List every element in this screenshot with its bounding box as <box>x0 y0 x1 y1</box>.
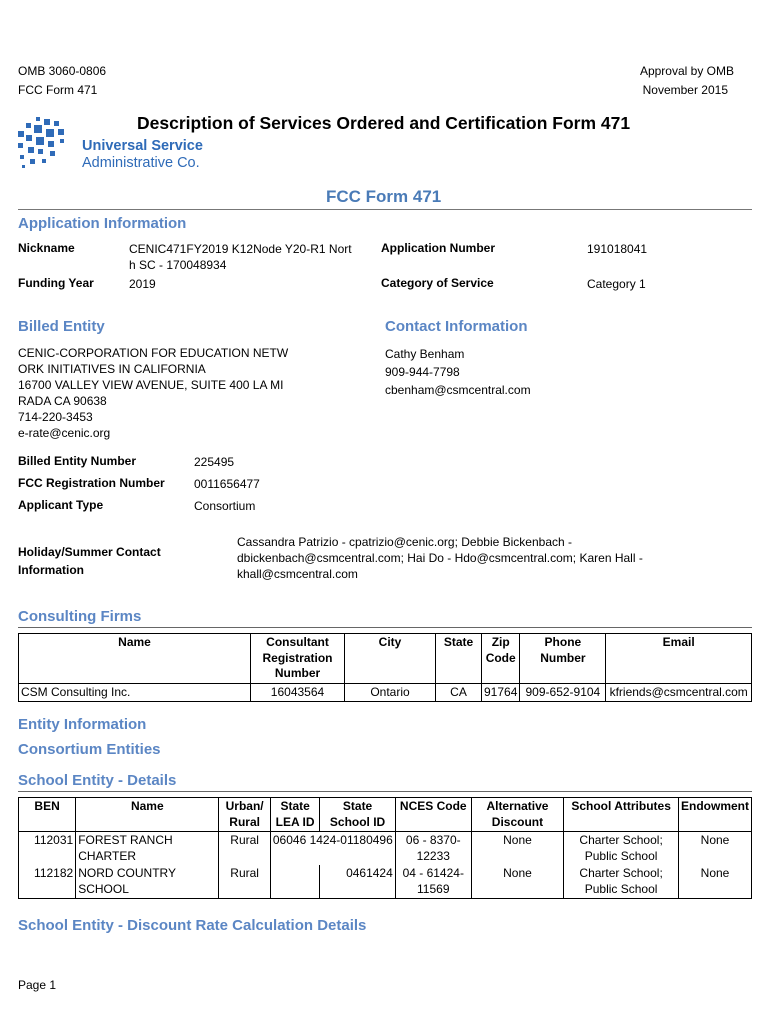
school-lea-id <box>270 865 319 899</box>
col-attributes: School Attributes <box>564 798 679 832</box>
holiday-label-line-1: Holiday/Summer Contact <box>18 545 161 559</box>
holiday-line: khall@csmcentral.com <box>237 567 358 581</box>
nickname-label: Nickname <box>18 241 75 255</box>
col-school-id: State School ID <box>320 798 395 832</box>
contact-details <box>385 345 531 399</box>
app-number-value: 191018041 <box>587 242 648 256</box>
approval-label: Approval by OMB <box>639 64 734 78</box>
application-info-heading: Application Information <box>18 215 187 232</box>
usac-logo-icon <box>16 115 76 175</box>
billed-entity-line: 16700 VALLEY VIEW AVENUE, SUITE 400 LA MI <box>18 378 284 392</box>
consulting-firms-table <box>18 633 752 702</box>
school-ben: 112182 <box>19 865 76 899</box>
holiday-line: Cassandra Patrizio - cpatrizio@cenic.org; Debbie Bickenbach - <box>237 535 572 549</box>
holiday-line: dbickenbach@csmcentral.com; Hai Do - Hdo@csmcentral.com; Karen Hall - <box>237 551 643 565</box>
school-nces: 04 - 61424- 11569 <box>395 865 471 899</box>
nickname-line-2: h SC - 170048934 <box>129 258 227 272</box>
billed-entity-number-label: Billed Entity Number <box>18 454 137 468</box>
consortium-entities-heading: Consortium Entities <box>18 741 161 758</box>
billed-entity-address <box>18 345 288 441</box>
school-details-heading: School Entity - Details <box>18 772 752 792</box>
school-attributes: Charter School; Public School <box>564 865 679 899</box>
col-endowment: Endowment <box>679 798 752 832</box>
consultant-state: CA <box>436 683 482 702</box>
consulting-firms-heading: Consulting Firms <box>18 608 752 628</box>
contact-name: Cathy Benham <box>385 347 465 361</box>
col-email: Email <box>606 634 752 684</box>
logo-line-2: Administrative Co. <box>82 155 200 171</box>
contact-email: cbenham@csmcentral.com <box>385 383 531 397</box>
billed-entity-line: ORK INITIATIVES IN CALIFORNIA <box>18 362 206 376</box>
school-alt-discount: None <box>471 865 563 899</box>
table-row <box>19 832 752 866</box>
logo-line-1: Universal Service <box>82 138 203 154</box>
school-lea-school-id: 06046 1424-01180496 <box>270 832 395 866</box>
omb-number: OMB 3060-0806 <box>18 64 107 78</box>
contact-phone: 909-944-7798 <box>385 365 460 379</box>
consultant-city: Ontario <box>345 683 436 702</box>
school-endowment: None <box>679 865 752 899</box>
billed-entity-number-value: 225495 <box>194 455 235 469</box>
category-label: Category of Service <box>381 276 494 290</box>
col-city: City <box>345 634 436 684</box>
table-row <box>19 683 752 702</box>
usac-logo-text <box>82 138 203 172</box>
approval-date: November 2015 <box>642 83 728 97</box>
col-nces: NCES Code <box>395 798 471 832</box>
billed-entity-line: CENIC-CORPORATION FOR EDUCATION NETW <box>18 346 289 360</box>
holiday-label-line-2: Information <box>18 563 84 577</box>
consulting-header-row <box>19 634 752 684</box>
fcc-reg-label: FCC Registration Number <box>18 476 165 490</box>
col-name: Name <box>19 634 251 684</box>
consultant-email: kfriends@csmcentral.com <box>606 683 752 702</box>
col-school-name: Name <box>76 798 219 832</box>
page-title: Description of Services Ordered and Certification Form 471 <box>137 113 631 133</box>
discount-calc-heading: School Entity - Discount Rate Calculation Details <box>18 917 367 934</box>
form-title: FCC Form 471 <box>326 187 442 206</box>
nickname-value <box>129 241 352 273</box>
col-zip: Zip Code <box>482 634 520 684</box>
form-number: FCC Form 471 <box>18 83 98 97</box>
entity-info-heading: Entity Information <box>18 716 147 733</box>
nickname-line-1: CENIC471FY2019 K12Node Y20-R1 Nort <box>129 242 352 256</box>
applicant-type-value: Consortium <box>194 499 256 513</box>
school-name: FOREST RANCH CHARTER <box>76 832 219 866</box>
holiday-contact-label <box>18 543 161 579</box>
holiday-contact-value <box>237 534 643 582</box>
school-alt-discount: None <box>471 832 563 866</box>
school-urban: Rural <box>219 832 270 866</box>
table-row <box>19 865 752 899</box>
consultant-reg: 16043564 <box>251 683 345 702</box>
billed-entity-heading: Billed Entity <box>18 318 105 335</box>
col-urban-rural: Urban/ Rural <box>219 798 270 832</box>
title-divider <box>18 209 752 210</box>
consultant-phone: 909-652-9104 <box>520 683 606 702</box>
school-header-row <box>19 798 752 832</box>
school-entity-table <box>18 797 752 899</box>
school-ben: 112031 <box>19 832 76 866</box>
school-name: NORD COUNTRY SCHOOL <box>76 865 219 899</box>
col-state: State <box>436 634 482 684</box>
app-number-label: Application Number <box>381 241 496 255</box>
contact-heading: Contact Information <box>385 318 528 335</box>
billed-entity-line: RADA CA 90638 <box>18 394 107 408</box>
col-ben: BEN <box>19 798 76 832</box>
fcc-reg-value: 0011656477 <box>194 477 260 491</box>
school-nces: 06 - 8370- 12233 <box>395 832 471 866</box>
funding-year-label: Funding Year <box>18 276 94 290</box>
school-attributes: Charter School; Public School <box>564 832 679 866</box>
billed-entity-line: e-rate@cenic.org <box>18 426 111 440</box>
applicant-type-label: Applicant Type <box>18 498 104 512</box>
col-lea-id: State LEA ID <box>270 798 319 832</box>
school-endowment: None <box>679 832 752 866</box>
category-value: Category 1 <box>587 277 646 291</box>
school-school-id: 0461424 <box>320 865 395 899</box>
billed-entity-line: 714-220-3453 <box>18 410 93 424</box>
col-alt-discount: Alternative Discount <box>471 798 563 832</box>
col-phone: Phone Number <box>520 634 606 684</box>
page-number: Page 1 <box>18 978 57 992</box>
consultant-zip: 91764 <box>482 683 520 702</box>
consultant-name: CSM Consulting Inc. <box>19 683 251 702</box>
funding-year-value: 2019 <box>129 277 156 291</box>
col-registration: Consultant Registration Number <box>251 634 345 684</box>
school-urban: Rural <box>219 865 270 899</box>
